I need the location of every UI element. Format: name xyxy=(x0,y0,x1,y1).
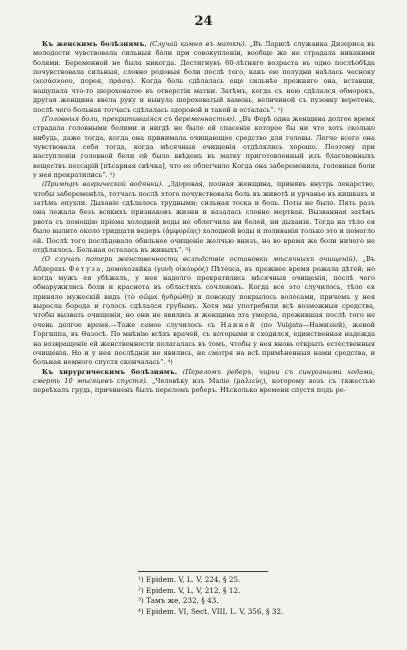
footnote-1: ¹) Epidem. V, L. V, 224, § 25. xyxy=(138,575,241,584)
italic-run: (Примѣръ вагрической водянки) xyxy=(42,180,162,189)
text-run: . „Въ Абдерахъ xyxy=(33,255,375,273)
paragraph-surgical-diseases xyxy=(33,368,375,396)
paragraph-loss-of-femininity xyxy=(33,255,375,367)
text-run: . „Человѣку изъ Маліо (μαλιεύς), которому возъ съ тяжестью переѣхалъ грудь, причиненъ былъ переломъ реберъ. Нѣсколько времени спустя подъ ре- xyxy=(33,376,375,395)
spaced-name: Фетуза xyxy=(68,264,102,273)
main-text xyxy=(33,40,375,396)
spaced-name: Наиной xyxy=(220,320,256,329)
italic-run: (Головныя боли, прекратившіяся съ беременностью) xyxy=(42,114,235,123)
text-run: (по Vulgata—Намизіей), женой Горгиппа, въ Ѳазосѣ. По мнѣнію всѣхъ врачей, съ которыми я сходился, единственная надежда на возвращеніе ей женственности полагалась въ томъ, чтобы у нея вновь открыть естественныя очищенія. Но и у нея послѣднія не явились, не смотря на всѣ примѣненныя нами средства, и больная немного спустя скончалась“. ⁴) xyxy=(33,320,375,367)
paragraph-stone-in-uterus xyxy=(33,40,375,115)
footnote-2: ²) Epidem. V, L. V, 212, § 12. xyxy=(138,585,241,595)
italic-run: (О случаѣ потери женственности вслѣдствіе остановки мѣсячныхъ очищеній) xyxy=(42,255,356,264)
paragraph-dropsy-example xyxy=(33,180,375,255)
footnotes xyxy=(138,575,378,617)
text-run: . „Въ Ларисѣ служанка Дизериса въ молодости чувствовала сильныя боли при совокупленіи, вообще же не страдала никакими болями. Беременной не была никогда. Достигнувъ 60-лѣтняго возраста въ одно послѣобѣда почувствовала сильныя, словно родовыя боли послѣ того, какъ ею полудни наѣлась чесноку (ϰεσάσϰοου, порея, πράσα). Когда боль сдѣлалась еще сильнѣе прежняго она, вставши, нащупала что-то шероховатое въ отверстіи матки. Затѣмъ, когда съ нею сдѣлался обморокъ, другая женщина ввела руку и вынула шероховатый камень, величиной съ пузовку веретена, послѣ чего больная тотчасъ сдѣлалась здоровой и такой и осталась“. ¹) xyxy=(33,40,375,114)
footnote-4: ⁴) Epidem. VI, Sect. VIII, L. V, 356, § 32. xyxy=(138,606,284,616)
footnote-3: ³) Тамъ же, 232, § 43. xyxy=(138,596,219,605)
page-number: 24 xyxy=(194,14,213,29)
section-heading: Къ хирургическимъ болѣзнямъ. xyxy=(42,367,178,376)
section-heading: Къ женскимъ болѣзнямъ. xyxy=(42,40,147,48)
italic-run: (Переломъ реберъ, чирьи съ синуозными ходами, смерть 10 мѣсяцевъ спустя) xyxy=(33,367,375,385)
text-run: . „Въ Ферѣ одна женщина долгое время страдала головными болями и нигдѣ не было ей спасенія которое бы ни что хоть сколько нибудь, даже тогда, когда она принимала очищающее средство для головы. Легче всего она чувствовала себя тогда, когда мѣсячныя очищенія отдѣлялись хорошо. Поэтому при наступленіи головной боли ей было ввѣденъ въ матку приготовленный изъ благовонныхъ веществъ пессарій [пѣсарная свѣчка], что ее облегчило Когда она забеременила, головныя боли у нея прекратились“. ²) xyxy=(33,114,375,180)
text-run: . „Здоровая, полная женщина, принявъ внутрь лекарство, чтобы забеременѣть, тотчасъ послѣ этого почувствовала боль въ животѣ и урчанье въ кишкахъ и затѣмъ опухли. Дыханіе сдѣлалось трудными; сильная тоска и боль. Поты не было. Пять разъ она лежала безъ всякихъ признаковъ жизни и казалась словно мертвая. Вызванная затѣмъ рвота съ помощію пріема холодной воды не облегчила ни болей, ни дыханія. Тогда на тѣло ея было вылито около тридцати ведеръ (ἀμφορέας) холодной воды и поливанія только это и помогло ей. Послѣ того послѣдовало обильное очищеніе желчью внизъ, но во время же боли ничего не отдѣлялось. Больная осталась въ живыхъ“. ³) xyxy=(33,180,376,254)
footnote-divider xyxy=(138,571,268,572)
italic-run: (Случай камня въ маткѣ) xyxy=(149,40,245,48)
paragraph-headaches-pregnancy xyxy=(33,115,375,181)
text-run: , домохозяйка (γυνὴ οἰκουρὸς) Пѣтеаса, въ прежнее время рожала дѣтей; но когда мужъ ея убѣжалъ, у нея надолго прекратились мѣсячныя очищенія, послѣ чего обнаружились боли и краснота въ областяхъ сочленовъ. Когда все это случилось, тѣло ея приняло мужескій видъ (τὸ σῶμα ἠνδρώθη) и повсюду покрылось волосами, причемъ у нея выросла борода и голосъ сдѣлался грубымъ. Хотя мы употребили всѣ возможныя средства, чтобы вызвать очищенія, но они не явились и женщина эта умерла, прожившая послѣ того не очень долгое время.—Тоже самое случилось съ xyxy=(33,264,376,329)
